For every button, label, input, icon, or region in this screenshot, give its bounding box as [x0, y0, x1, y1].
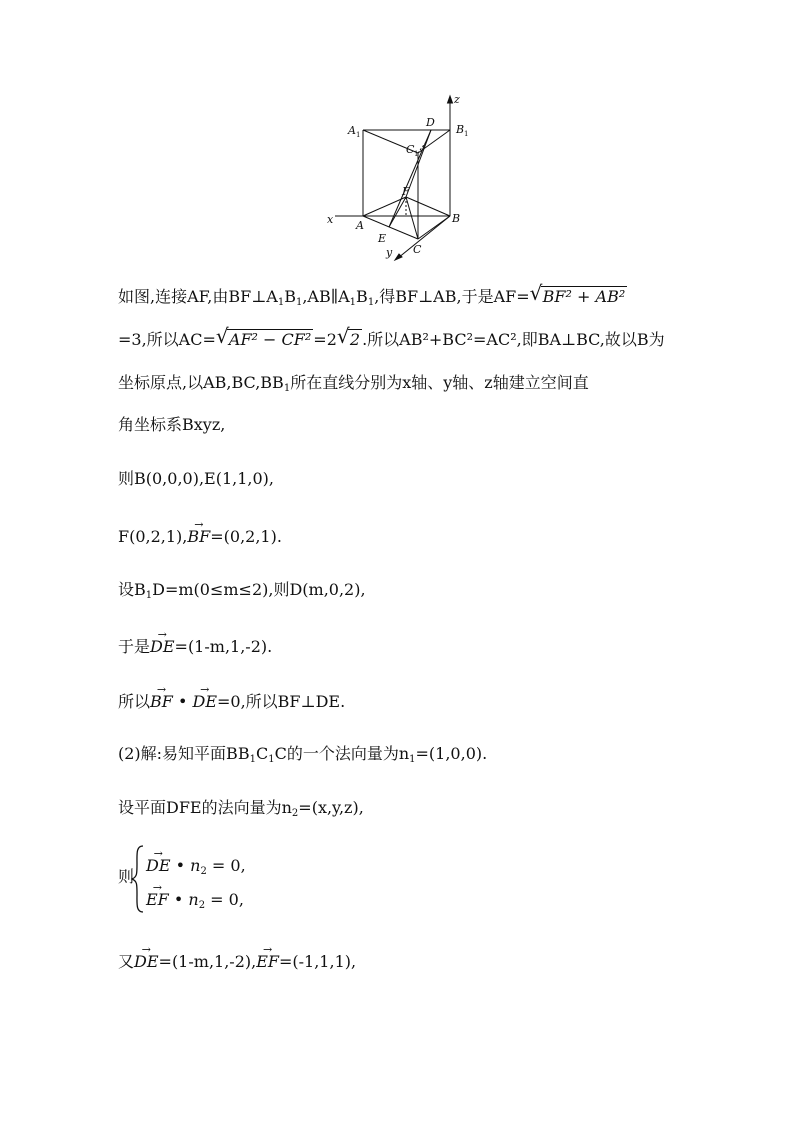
label-E: E: [378, 232, 387, 245]
z-arrow: [448, 96, 453, 103]
vector-de: → DE: [150, 636, 175, 658]
text-line-1: 如图,连接AF,由$BF\perp A_1B_1,AB\parallel A_1B_1$,得BF⊥AB,于是AF= √ BF² + AB²: [118, 281, 626, 308]
label-x: x: [327, 213, 334, 226]
text-line-9: 所以→ BF • → DE=0,所以BF⊥DE.: [118, 691, 345, 713]
system-prefix: 则: [118, 867, 135, 886]
label-B1-sub: 1: [464, 130, 469, 138]
vector-ef: → EF: [256, 951, 279, 973]
label-C1-sub: 1: [414, 150, 419, 158]
label-A1-sub: 1: [356, 131, 361, 139]
prism-figure: [318, 86, 478, 266]
label-B1: B: [456, 123, 465, 136]
system-equation-1: → DE • $n_2 = 0$,: [146, 855, 246, 877]
text-line-2: =3,所以AC= √ AF² − CF² =2 √ 2 .所以AB²+BC²=AC²,即BA⊥BC,故以B为: [118, 324, 665, 349]
sqrt-bf-ab: √ BF² + AB²: [529, 281, 626, 306]
text-line-5: 则B(0,0,0),E(1,1,0),: [118, 469, 275, 488]
label-F: F: [402, 185, 410, 198]
vector-bf-2: → BF: [150, 691, 173, 713]
sqrt-af-cf: √ AF² − CF²: [215, 324, 312, 349]
sqrt-2: √ 2: [336, 324, 361, 349]
y-axis: [398, 216, 450, 258]
label-y: y: [386, 246, 393, 259]
text-line-6: F(0,2,1),→ BF=(0,2,1).: [118, 526, 282, 548]
vector-de-3: → DE: [134, 951, 159, 973]
text-line-10: (2)解:易知平面$BB_1C_1C$的一个法向量为$n_1=(1,0,0)$.: [118, 744, 488, 765]
text-line-7: 设$B_1D=m(0\le m\le 2)$,则D(m,0,2),: [118, 580, 366, 601]
system-equation-2: → EF • $n_2 = 0$,: [146, 889, 244, 911]
vector-bf: → BF: [187, 526, 210, 548]
text-line-13: 又→ DE=(1-m,1,-2),→ EF=(-1,1,1),: [118, 951, 356, 973]
prism-diagram: [318, 86, 478, 266]
text-line-11: 设平面DFE的法向量为$n_2=(x,y,z)$,: [118, 798, 364, 819]
label-C1: C: [406, 143, 415, 156]
text-line-4: 角坐标系Bxyz,: [118, 415, 226, 434]
text-line-8: 于是→ DE=(1-m,1,-2).: [118, 636, 272, 658]
vector-de-2: → DE: [192, 691, 217, 713]
label-D: D: [426, 116, 435, 129]
label-z: z: [454, 93, 460, 106]
y-arrow: [395, 254, 402, 260]
label-C: C: [413, 243, 422, 256]
left-brace: [131, 844, 145, 914]
text-line-3: 坐标原点,以$AB,BC,BB_1$所在直线分别为x轴、y轴、z轴建立空间直: [118, 373, 589, 394]
label-B: B: [452, 212, 461, 225]
label-A1: A: [348, 124, 356, 137]
label-A: A: [356, 219, 364, 232]
